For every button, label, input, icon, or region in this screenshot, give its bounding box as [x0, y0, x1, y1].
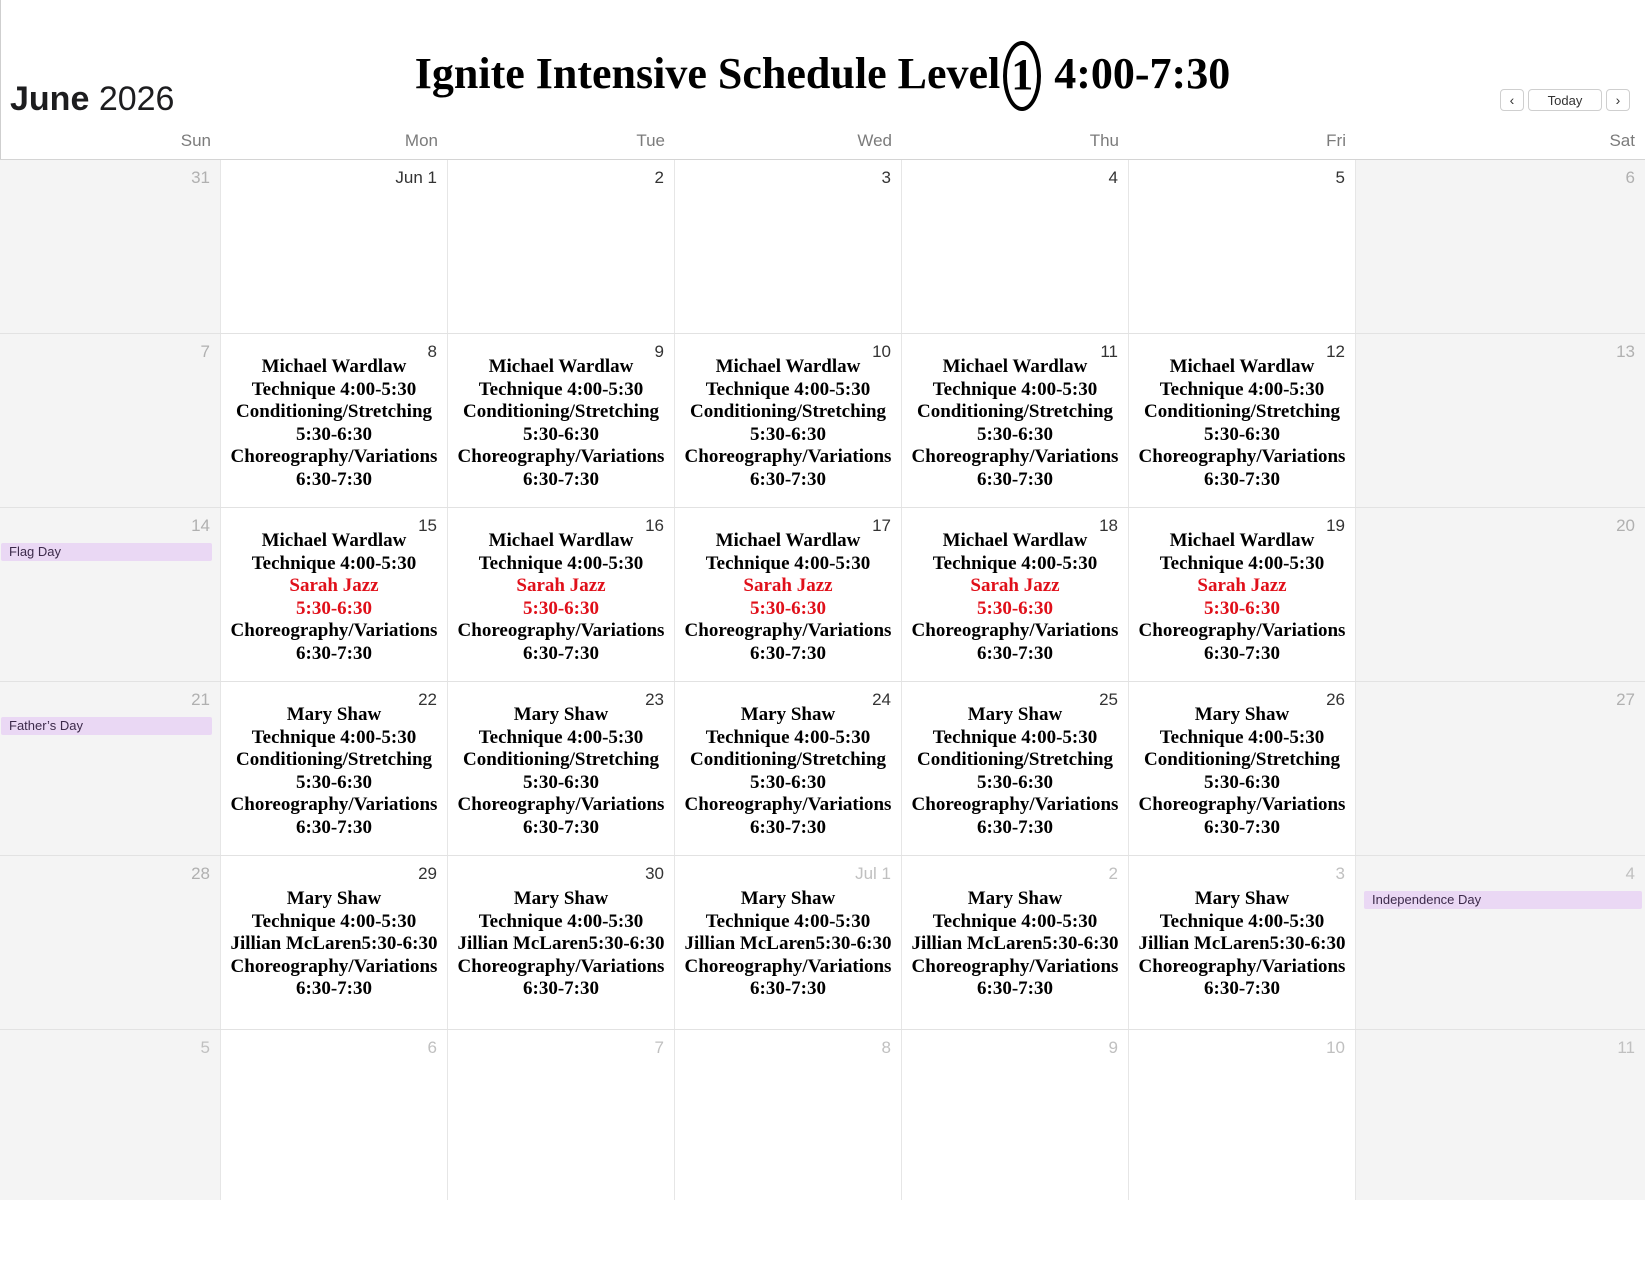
schedule-event-line: 6:30-7:30 [750, 978, 826, 999]
schedule-event-block[interactable] [1129, 888, 1355, 1001]
schedule-event-line: 5:30-6:30 [977, 597, 1053, 619]
schedule-event-line: Mary Shaw [1194, 888, 1290, 909]
week-row [0, 508, 1645, 682]
schedule-event-line: 6:30-7:30 [1204, 816, 1280, 838]
day-cell[interactable] [675, 682, 902, 855]
schedule-event-line: 6:30-7:30 [523, 468, 599, 490]
day-cell[interactable] [1129, 1030, 1356, 1203]
level-number-circled: 1 [1003, 41, 1041, 111]
schedule-event-line: Mary Shaw [740, 888, 836, 909]
day-cell[interactable] [1356, 682, 1645, 855]
schedule-event-line: Technique 4:00-5:30 [478, 726, 644, 748]
schedule-event-line: Jillian McLaren5:30-6:30 [911, 933, 1119, 954]
day-number: 11 [1617, 1038, 1635, 1057]
schedule-event-line: Technique 4:00-5:30 [932, 726, 1098, 748]
blank-footer-area [0, 1200, 1645, 1270]
schedule-event-block[interactable] [902, 530, 1128, 665]
schedule-event-block[interactable] [675, 356, 901, 491]
schedule-event-line: Choreography/Variations [911, 620, 1119, 641]
schedule-event-line: 5:30-6:30 [750, 423, 826, 445]
month-label: June [10, 80, 90, 118]
day-cell[interactable] [448, 160, 675, 333]
schedule-event-line: Conditioning/Stretching [1143, 749, 1341, 770]
day-number: 9 [654, 342, 664, 361]
banner-time-range: 4:00-7:30 [1054, 49, 1231, 98]
schedule-event-line: 6:30-7:30 [750, 642, 826, 664]
schedule-event-line: Choreography/Variations [911, 955, 1119, 977]
day-cell[interactable] [448, 334, 675, 507]
schedule-event-line: Technique 4:00-5:30 [251, 552, 417, 574]
schedule-event-line: Mary Shaw [740, 704, 836, 725]
next-month-button[interactable]: › [1606, 89, 1630, 111]
schedule-event-line: 5:30-6:30 [523, 423, 599, 445]
schedule-event-line: 6:30-7:30 [977, 978, 1053, 999]
day-cell[interactable] [221, 508, 448, 681]
day-cell[interactable] [221, 1030, 448, 1203]
day-number: 6 [427, 1038, 437, 1057]
schedule-event-line: Michael Wardlaw [715, 356, 861, 377]
week-row [0, 1030, 1645, 1204]
schedule-event-line: Mary Shaw [1194, 704, 1290, 725]
schedule-event-line: Mary Shaw [286, 888, 382, 909]
week-row [0, 160, 1645, 334]
day-number: 5 [200, 1038, 210, 1057]
schedule-event-block[interactable] [675, 530, 901, 665]
schedule-event-line: Technique 4:00-5:30 [932, 910, 1098, 932]
day-cell[interactable] [1129, 334, 1356, 507]
day-cell[interactable] [0, 1030, 221, 1203]
schedule-event-line: 5:30-6:30 [296, 423, 372, 445]
schedule-event-line: 5:30-6:30 [750, 771, 826, 793]
schedule-event-line: Choreography/Variations [1138, 446, 1346, 467]
schedule-event-line: Sarah Jazz [743, 575, 833, 596]
schedule-event-line: Mary Shaw [513, 888, 609, 909]
weekday-header-row [0, 128, 1645, 160]
day-cell[interactable] [902, 508, 1129, 681]
schedule-event-line: Technique 4:00-5:30 [478, 910, 644, 932]
weekday-header-fri: Fri [1326, 131, 1346, 150]
day-number: 6 [1625, 168, 1635, 187]
day-number: 3 [1335, 864, 1345, 883]
day-cell[interactable] [1356, 856, 1645, 1029]
schedule-event-line: Jillian McLaren5:30-6:30 [457, 933, 665, 954]
schedule-event-line: Choreography/Variations [230, 955, 438, 977]
day-cell[interactable] [0, 682, 221, 855]
day-number: 16 [645, 516, 664, 535]
schedule-event-line: Technique 4:00-5:30 [932, 378, 1098, 400]
day-number: 9 [1108, 1038, 1118, 1057]
day-number: 4 [1108, 168, 1118, 187]
schedule-event-block[interactable] [221, 704, 447, 839]
schedule-event-line: 6:30-7:30 [977, 642, 1053, 664]
schedule-event-block[interactable] [221, 888, 447, 1001]
schedule-event-line: Choreography/Variations [457, 620, 665, 641]
schedule-event-line: 5:30-6:30 [1204, 771, 1280, 793]
schedule-event-line: 6:30-7:30 [523, 978, 599, 999]
day-cell[interactable] [902, 334, 1129, 507]
schedule-event-line: Michael Wardlaw [488, 356, 634, 377]
holiday-event[interactable]: Independence Day [1364, 891, 1642, 909]
weekday-header-sun: Sun [180, 131, 211, 150]
schedule-event-line: 6:30-7:30 [1204, 978, 1280, 999]
schedule-event-line: 6:30-7:30 [296, 816, 372, 838]
schedule-event-line: 5:30-6:30 [1204, 597, 1280, 619]
day-number: 27 [1616, 690, 1635, 709]
day-cell[interactable] [675, 334, 902, 507]
day-cell[interactable] [1356, 160, 1645, 333]
day-number: 23 [645, 690, 664, 709]
weekday-header-sat: Sat [1609, 131, 1635, 150]
day-cell[interactable] [0, 334, 221, 507]
day-number: 12 [1326, 342, 1345, 361]
schedule-event-line: Technique 4:00-5:30 [478, 378, 644, 400]
schedule-event-line: Michael Wardlaw [1169, 530, 1315, 551]
year-label: 2026 [98, 80, 175, 118]
schedule-event-line: Sarah Jazz [516, 575, 606, 596]
schedule-event-line: Jillian McLaren5:30-6:30 [230, 933, 438, 954]
schedule-event-line: Conditioning/Stretching [462, 749, 660, 770]
schedule-event-line: Mary Shaw [286, 704, 382, 725]
schedule-event-line: Choreography/Variations [684, 620, 892, 641]
schedule-event-line: 6:30-7:30 [977, 468, 1053, 490]
month-year-header [10, 80, 174, 119]
day-number: 7 [654, 1038, 664, 1057]
day-number: 11 [1100, 342, 1118, 361]
day-number: 14 [191, 516, 210, 535]
day-cell[interactable] [1129, 160, 1356, 333]
schedule-event-line: 5:30-6:30 [977, 423, 1053, 445]
calendar-navigation [1500, 89, 1630, 111]
day-cell[interactable] [675, 160, 902, 333]
schedule-event-line: 5:30-6:30 [523, 771, 599, 793]
schedule-event-line: Jillian McLaren5:30-6:30 [1138, 933, 1346, 954]
schedule-event-line: Technique 4:00-5:30 [1159, 552, 1325, 574]
holiday-event[interactable]: Father’s Day [1, 717, 212, 735]
today-button[interactable]: Today [1528, 89, 1602, 111]
schedule-event-line: 6:30-7:30 [977, 816, 1053, 838]
day-number: 3 [881, 168, 891, 187]
day-cell[interactable] [1356, 508, 1645, 681]
day-number: 10 [1326, 1038, 1345, 1057]
schedule-event-line: 5:30-6:30 [1204, 423, 1280, 445]
schedule-event-block[interactable] [1129, 356, 1355, 491]
schedule-event-line: 6:30-7:30 [750, 468, 826, 490]
schedule-event-line: Choreography/Variations [684, 955, 892, 977]
schedule-event-block[interactable] [1129, 530, 1355, 665]
schedule-event-line: Choreography/Variations [1138, 620, 1346, 641]
schedule-event-line: Technique 4:00-5:30 [1159, 726, 1325, 748]
schedule-event-block[interactable] [221, 530, 447, 665]
schedule-event-line: Choreography/Variations [457, 955, 665, 977]
day-cell[interactable] [1129, 508, 1356, 681]
day-number: 18 [1099, 516, 1118, 535]
schedule-title-banner [0, 48, 1645, 99]
schedule-event-block[interactable] [448, 704, 674, 839]
schedule-event-line: Technique 4:00-5:30 [1159, 910, 1325, 932]
banner-title-text: Ignite Intensive Schedule Level [414, 49, 1001, 98]
day-cell[interactable] [448, 508, 675, 681]
schedule-event-line: Michael Wardlaw [715, 530, 861, 551]
day-number: 31 [191, 168, 210, 187]
schedule-event-line: Choreography/Variations [230, 794, 438, 815]
schedule-event-line: Michael Wardlaw [488, 530, 634, 551]
schedule-event-block[interactable] [675, 704, 901, 839]
schedule-event-line: Conditioning/Stretching [462, 401, 660, 422]
schedule-event-line: Technique 4:00-5:30 [705, 910, 871, 932]
schedule-event-line: Technique 4:00-5:30 [1159, 378, 1325, 400]
day-cell[interactable] [448, 1030, 675, 1203]
day-cell[interactable] [675, 508, 902, 681]
schedule-event-line: Conditioning/Stretching [235, 401, 433, 422]
schedule-event-line: 6:30-7:30 [1204, 642, 1280, 664]
schedule-event-block[interactable] [448, 530, 674, 665]
schedule-event-line: 6:30-7:30 [296, 978, 372, 999]
schedule-event-line: Choreography/Variations [684, 446, 892, 467]
day-cell[interactable] [675, 856, 902, 1029]
month-grid [0, 160, 1645, 1204]
day-number: 8 [881, 1038, 891, 1057]
day-number: 2 [654, 168, 664, 187]
schedule-event-line: 6:30-7:30 [1204, 468, 1280, 490]
schedule-event-line: Michael Wardlaw [942, 530, 1088, 551]
schedule-event-line: Sarah Jazz [289, 575, 379, 596]
schedule-event-line: Choreography/Variations [457, 446, 665, 467]
day-cell[interactable] [1129, 682, 1356, 855]
schedule-event-line: Technique 4:00-5:30 [705, 726, 871, 748]
schedule-event-line: 5:30-6:30 [523, 597, 599, 619]
schedule-event-line: Conditioning/Stretching [916, 401, 1114, 422]
schedule-event-line: Choreography/Variations [684, 794, 892, 815]
schedule-event-line: Conditioning/Stretching [235, 749, 433, 770]
schedule-event-block[interactable] [1129, 704, 1355, 839]
day-cell[interactable] [448, 856, 675, 1029]
day-number: 15 [418, 516, 437, 535]
day-number: 7 [200, 342, 210, 361]
schedule-event-line: Choreography/Variations [457, 794, 665, 815]
day-cell[interactable] [0, 508, 221, 681]
day-cell[interactable] [902, 160, 1129, 333]
schedule-event-line: Conditioning/Stretching [689, 749, 887, 770]
day-cell[interactable] [902, 856, 1129, 1029]
schedule-event-line: 5:30-6:30 [296, 771, 372, 793]
schedule-event-line: 6:30-7:30 [523, 816, 599, 838]
day-number: 13 [1616, 342, 1635, 361]
day-number: 28 [191, 864, 210, 883]
holiday-event[interactable]: Flag Day [1, 543, 212, 561]
schedule-event-line: 5:30-6:30 [750, 597, 826, 619]
schedule-event-line: 5:30-6:30 [296, 597, 372, 619]
schedule-event-line: Michael Wardlaw [261, 530, 407, 551]
week-row [0, 334, 1645, 508]
schedule-event-line: Michael Wardlaw [942, 356, 1088, 377]
day-cell[interactable] [0, 856, 221, 1029]
schedule-event-line: 6:30-7:30 [296, 468, 372, 490]
weekday-header-mon: Mon [404, 131, 438, 150]
day-cell[interactable] [1356, 1030, 1645, 1203]
schedule-event-block[interactable] [902, 704, 1128, 839]
day-cell[interactable] [902, 1030, 1129, 1203]
day-number: Jul 1 [855, 864, 891, 883]
schedule-event-block[interactable] [221, 356, 447, 491]
day-number: 5 [1335, 168, 1345, 187]
schedule-event-line: Technique 4:00-5:30 [251, 726, 417, 748]
weekday-header-thu: Thu [1089, 131, 1119, 150]
schedule-event-line: 6:30-7:30 [750, 816, 826, 838]
schedule-event-line: Technique 4:00-5:30 [478, 552, 644, 574]
day-number: 30 [645, 864, 664, 883]
schedule-event-line: Choreography/Variations [1138, 955, 1346, 977]
schedule-event-line: Choreography/Variations [911, 446, 1119, 467]
schedule-event-line: Choreography/Variations [1138, 794, 1346, 815]
day-cell[interactable] [1356, 334, 1645, 507]
day-number: 4 [1625, 864, 1635, 883]
day-cell[interactable] [221, 334, 448, 507]
schedule-event-line: Michael Wardlaw [1169, 356, 1315, 377]
schedule-event-line: 6:30-7:30 [523, 642, 599, 664]
schedule-event-line: 6:30-7:30 [296, 642, 372, 664]
schedule-event-line: Choreography/Variations [911, 794, 1119, 815]
schedule-event-line: 5:30-6:30 [977, 771, 1053, 793]
schedule-event-line: Michael Wardlaw [261, 356, 407, 377]
schedule-event-line: Technique 4:00-5:30 [705, 552, 871, 574]
day-number: 21 [191, 690, 210, 709]
day-number: 26 [1326, 690, 1345, 709]
day-number: 20 [1616, 516, 1635, 535]
day-number: 29 [418, 864, 437, 883]
schedule-event-line: Technique 4:00-5:30 [251, 910, 417, 932]
day-cell[interactable] [0, 160, 221, 333]
week-row [0, 682, 1645, 856]
day-number: 24 [872, 690, 891, 709]
schedule-event-line: Sarah Jazz [1197, 575, 1287, 596]
day-cell[interactable] [1129, 856, 1356, 1029]
day-number: 2 [1108, 864, 1118, 883]
day-cell[interactable] [675, 1030, 902, 1203]
day-cell[interactable] [902, 682, 1129, 855]
schedule-event-line: Technique 4:00-5:30 [705, 378, 871, 400]
day-cell[interactable] [221, 160, 448, 333]
day-number: Jun 1 [395, 168, 437, 187]
schedule-event-line: Jillian McLaren5:30-6:30 [684, 933, 892, 954]
schedule-event-line: Conditioning/Stretching [916, 749, 1114, 770]
schedule-event-block[interactable] [448, 888, 674, 1001]
day-cell[interactable] [221, 856, 448, 1029]
day-number: 19 [1326, 516, 1345, 535]
previous-month-button[interactable]: ‹ [1500, 89, 1524, 111]
day-cell[interactable] [448, 682, 675, 855]
day-number: 22 [418, 690, 437, 709]
schedule-event-block[interactable] [448, 356, 674, 491]
schedule-event-line: Mary Shaw [967, 704, 1063, 725]
schedule-event-line: Sarah Jazz [970, 575, 1060, 596]
schedule-event-line: Choreography/Variations [230, 446, 438, 467]
schedule-event-line: Conditioning/Stretching [689, 401, 887, 422]
schedule-event-line: Mary Shaw [513, 704, 609, 725]
schedule-event-line: Mary Shaw [967, 888, 1063, 909]
schedule-event-line: Conditioning/Stretching [1143, 401, 1341, 422]
schedule-event-line: Technique 4:00-5:30 [251, 378, 417, 400]
day-number: 8 [427, 342, 437, 361]
schedule-event-block[interactable] [675, 888, 901, 1001]
day-number: 10 [872, 342, 891, 361]
day-number: 25 [1099, 690, 1118, 709]
schedule-event-line: Choreography/Variations [230, 620, 438, 641]
day-cell[interactable] [221, 682, 448, 855]
schedule-event-block[interactable] [902, 888, 1128, 1001]
weekday-header-wed: Wed [857, 131, 892, 150]
schedule-event-block[interactable] [902, 356, 1128, 491]
schedule-event-line: Technique 4:00-5:30 [932, 552, 1098, 574]
day-number: 17 [872, 516, 891, 535]
week-row [0, 856, 1645, 1030]
weekday-header-tue: Tue [636, 131, 665, 150]
